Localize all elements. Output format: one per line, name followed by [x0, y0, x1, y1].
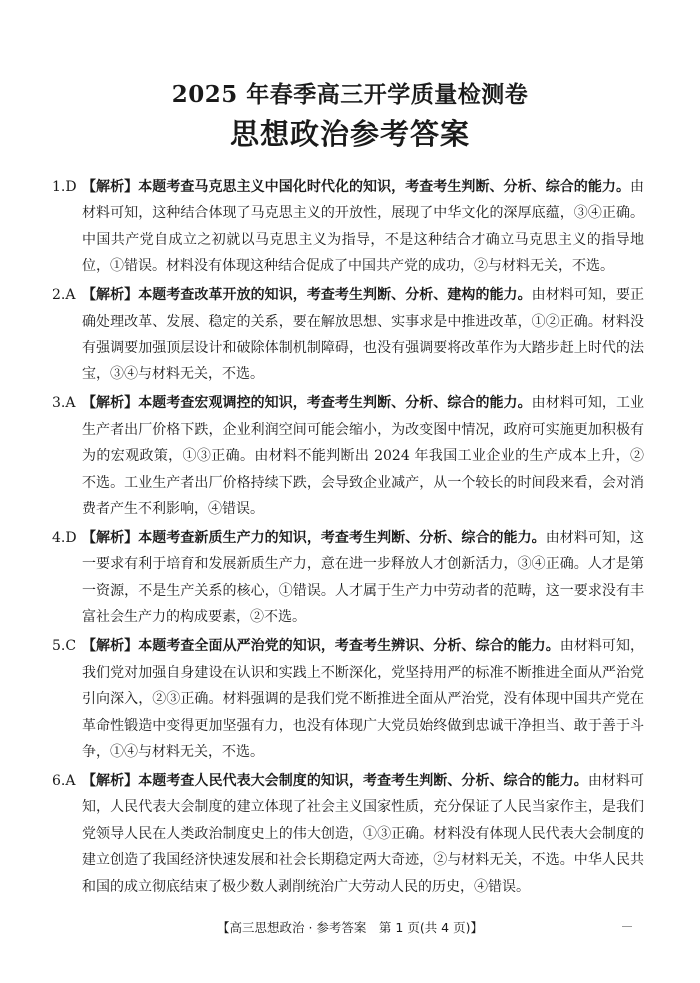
corner-mark [622, 926, 632, 927]
analysis-tag: 【解析】 [82, 287, 139, 304]
answer-item-1 [52, 174, 644, 280]
analysis-tag: 【解析】 [82, 638, 139, 655]
analysis-lead: 本题考查新质生产力的知识，考查考生判断、分析、综合的能力。 [138, 530, 546, 547]
analysis-lead: 本题考查改革开放的知识，考查考生判断、分析、建构的能力。 [138, 287, 532, 304]
analysis-lead: 本题考查全面从严治党的知识，考查考生辨识、分析、综合的能力。 [138, 638, 560, 655]
answer-item-2 [52, 282, 644, 388]
analysis-body: 由材料可知，我们党对加强自身建设在认识和实践上不断深化，党坚持用严的标准不断推进全面从严治党引向深入，②③正确。材料强调的是我们党不断推进全面从严治党，没有体现中国共产党在革命性锻造中变得更加坚强有力，也没有体现广大党员始终做到忠诚干净担当、敢于善于斗争，①④与材料无关，不选。 [82, 638, 645, 760]
question-number: 6.A [52, 772, 76, 789]
analysis-body: 由材料可知，要正确处理改革、发展、稳定的关系，要在解放思想、实事求是中推进改革，①②正确。材料没有强调要加强顶层设计和破除体制机制障碍，也没有强调要将改革作为大踏步赶上时代的法宝，③④与材料无关，不选。 [82, 287, 645, 383]
analysis-body: 由材料可知，人民代表大会制度的建立体现了社会主义国家性质，充分保证了人民当家作主，是我们党领导人民在人类政治制度史上的伟大创造，①③正确。材料没有体现人民代表大会制度的建立创造了我国经济快速发展和社会长期稳定两大奇迹，②与材料无关，不选。中华人民共和国的成立彻底结束了极少数人剥削统治广大劳动人民的历史，④错误。 [82, 772, 645, 895]
analysis-tag: 【解析】 [82, 772, 139, 789]
analysis-body: 由材料可知，这种结合体现了马克思主义的开放性，展现了中华文化的深厚底蕴，③④正确。中国共产党自成立之初就以马克思主义为指导，不是这种结合才确立马克思主义的指导地位，①错误。材料没有体现这种结合促成了中国共产党的成功，②与材料无关，不选。 [82, 179, 645, 275]
exam-title: 2025 年春季高三开学质量检测卷 [171, 81, 529, 108]
analysis-body: 由材料可知，这一要求有利于培育和发展新质生产力，意在进一步释放人才创新活力，③④正确。人才是第一资源，不是生产关系的核心，①错误。人才属于生产力中劳动者的范畴，这一要求没有丰富社会生产力的构成要素，②不选。 [82, 530, 645, 626]
page-footer: 【高三思想政治 · 参考答案 第 1 页(共 4 页)】 [217, 920, 483, 935]
answer-key-title: 思想政治参考答案 [229, 117, 470, 151]
answer-item-4 [52, 525, 644, 631]
analysis-lead: 本题考查人民代表大会制度的知识，考查考生判断、分析、综合的能力。 [138, 772, 588, 789]
analysis-body: 由材料可知，工业生产者出厂价格下跌，企业利润空间可能会缩小，为改变图中情况，政府可实施更加积极有为的宏观政策，①③正确。由材料不能判断出 2024 年我国工业企业的生产成本上升，②不选。工业生产者出厂价格持续下跌，会导致企业减产，从一个较长的时间段来看，会对消费者产生不利影响，④错误。 [82, 395, 645, 518]
analysis-tag: 【解析】 [82, 179, 139, 195]
analysis-lead: 本题考查宏观调控的知识，考查考生判断、分析、综合的能力。 [138, 395, 532, 412]
question-number: 1.D [52, 179, 77, 195]
question-number: 5.C [52, 638, 77, 655]
answer-list [52, 174, 644, 903]
question-number: 3.A [52, 395, 76, 412]
answer-item-5 [52, 633, 644, 765]
analysis-lead: 本题考查马克思主义中国化时代化的知识，考查考生判断、分析、综合的能力。 [138, 179, 631, 195]
answer-item-6 [52, 768, 644, 900]
question-number: 4.D [52, 530, 77, 547]
answer-item-3 [52, 390, 644, 522]
analysis-tag: 【解析】 [82, 530, 139, 547]
analysis-tag: 【解析】 [82, 395, 139, 412]
question-number: 2.A [52, 287, 76, 304]
